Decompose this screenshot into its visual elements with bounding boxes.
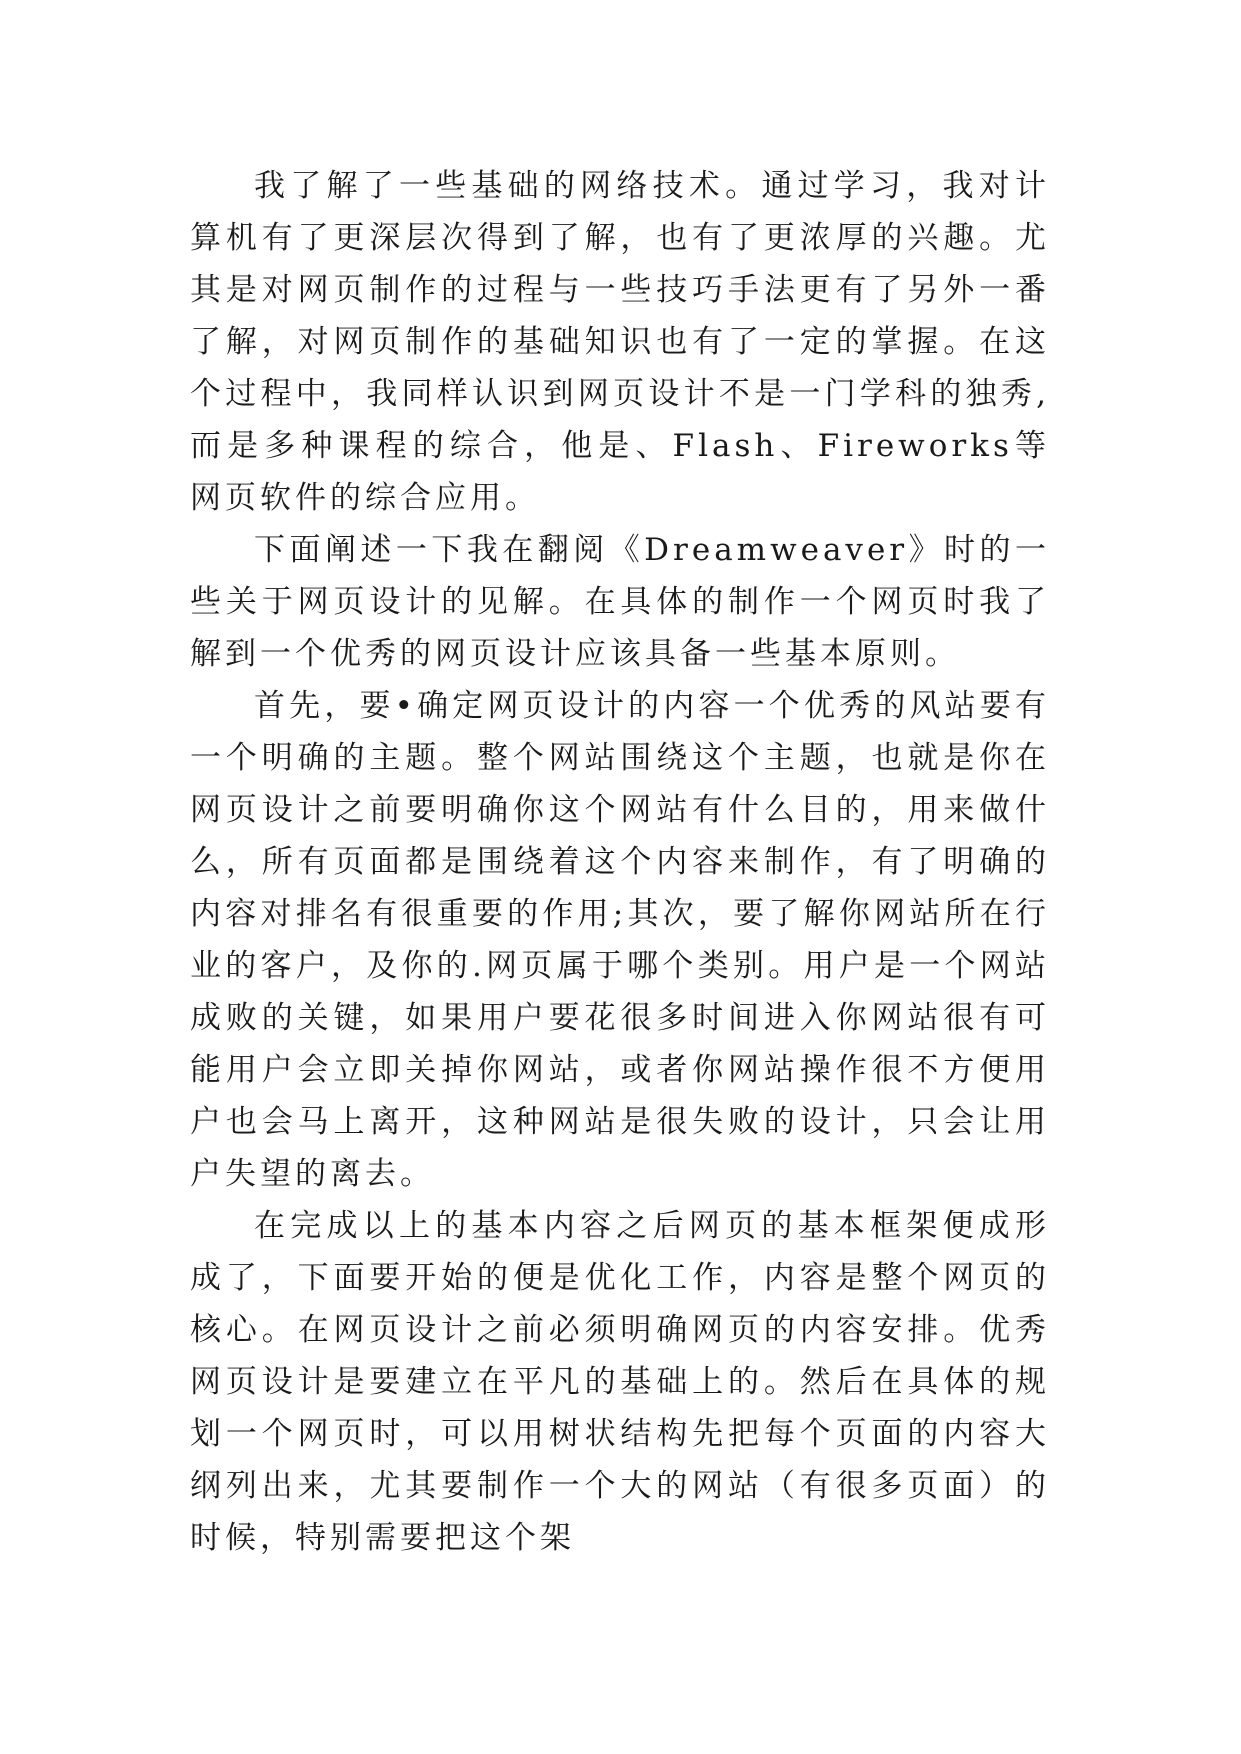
- paragraph-optimization: 在完成以上的基本内容之后网页的基本框架便成形成了，下面要开始的便是优化工作，内容是整个网页的核心。在网页设计之前必须明确网页的内容安排。优秀网页设计是要建立在平凡的基础上的。然后在具体的规划一个网页时，可以用树状结构先把每个页面的内容大纲列出来，尤其要制作一个大的网站（有很多页面）的时候，特别需要把这个架: [190, 1208, 1050, 1556]
- paragraph-dreamweaver: 下面阐述一下我在翻阅《Dreamweaver》时的一些关于网页设计的见解。在具体的制作一个网页时我了解到一个优秀的网页设计应该具备一些基本原则。: [190, 532, 1050, 672]
- paragraph-first-principle: 首先，要•确定网页设计的内容一个优秀的风站要有一个明确的主题。整个网站围绕这个主题，也就是你在网页设计之前要明确你这个网站有什么目的，用来做什么，所有页面都是围绕着这个内容来制作，有了明确的内容对排名有很重要的作用;其次，要了解你网站所在行业的客户，及你的.网页属于哪个类别。用户是一个网站成败的关键，如果用户要花很多时间进入你网站很有可能用户会立即关掉你网站，或者你网站操作很不方便用户也会马上离开，这种网站是很失败的设计，只会让用户失望的离去。: [190, 688, 1050, 1192]
- paragraph-intro: 我了解了一些基础的网络技术。通过学习，我对计算机有了更深层次得到了解，也有了更浓厚的兴趣。尤其是对网页制作的过程与一些技巧手法更有了另外一番了解，对网页制作的基础知识也有了一定的掌握。在这个过程中，我同样认识到网页设计不是一门学科的独秀,而是多种课程的综合，他是、Flash、Fireworks等网页软件的综合应用。: [190, 168, 1050, 516]
- document-body: [190, 160, 1050, 1564]
